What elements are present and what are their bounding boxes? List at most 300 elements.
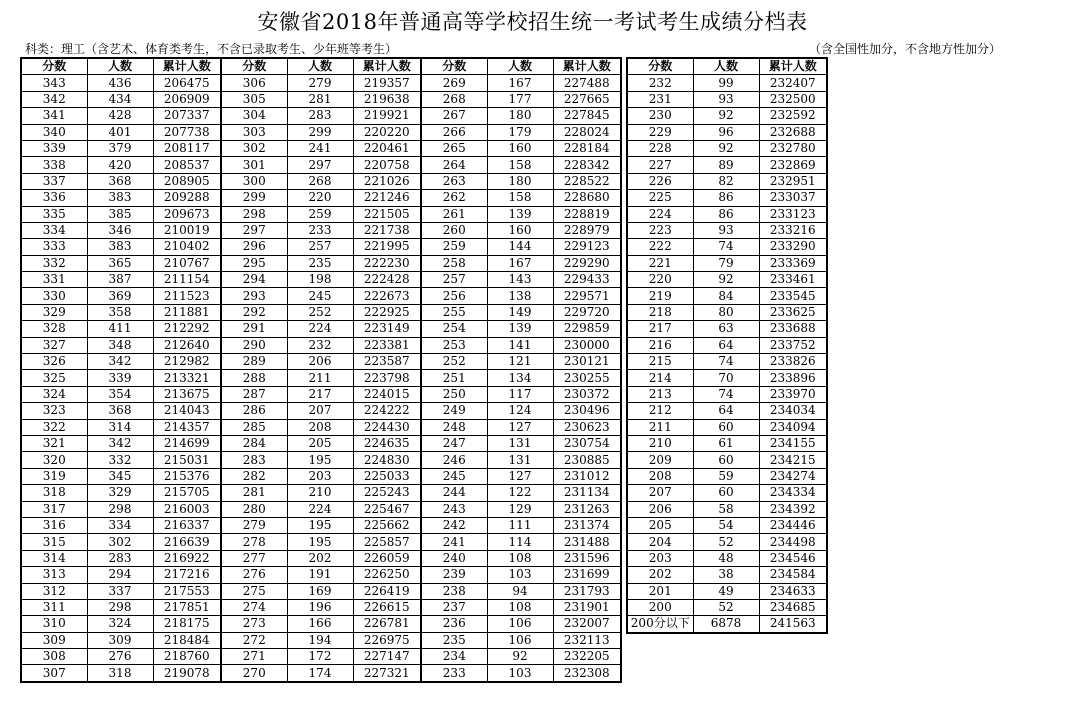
cumulative-cell: 218760 xyxy=(153,649,221,665)
count-cell: 420 xyxy=(87,157,153,173)
cumulative-cell: 232951 xyxy=(759,173,827,189)
count-cell: 92 xyxy=(693,140,759,156)
score-cell: 235 xyxy=(421,632,487,648)
table-row xyxy=(627,452,827,468)
header-cumulative: 累计人数 xyxy=(553,58,621,75)
cumulative-cell: 227147 xyxy=(353,649,421,665)
table-row xyxy=(21,599,621,615)
score-cell: 297 xyxy=(221,222,287,238)
count-cell: 245 xyxy=(287,288,353,304)
count-cell: 281 xyxy=(287,91,353,107)
count-cell: 196 xyxy=(287,599,353,615)
score-cell: 260 xyxy=(421,222,487,238)
cumulative-cell: 212982 xyxy=(153,354,221,370)
count-cell: 268 xyxy=(287,173,353,189)
score-cell: 334 xyxy=(21,222,87,238)
cumulative-cell: 233752 xyxy=(759,337,827,353)
count-cell: 348 xyxy=(87,337,153,353)
table-row xyxy=(21,239,621,255)
cumulative-cell: 234546 xyxy=(759,550,827,566)
page-title: 安徽省2018年普通高等学校招生统一考试考生成绩分档表 xyxy=(257,10,808,34)
cumulative-cell: 234094 xyxy=(759,419,827,435)
score-cell: 231 xyxy=(627,91,693,107)
score-cell: 268 xyxy=(421,91,487,107)
count-cell: 103 xyxy=(487,665,553,682)
score-cell: 341 xyxy=(21,108,87,124)
count-cell: 276 xyxy=(87,649,153,665)
count-cell: 74 xyxy=(693,354,759,370)
count-cell: 180 xyxy=(487,173,553,189)
table-row xyxy=(21,75,621,91)
cumulative-cell: 230372 xyxy=(553,386,621,402)
score-cell: 224 xyxy=(627,206,693,222)
score-cell: 287 xyxy=(221,386,287,402)
score-cell: 243 xyxy=(421,501,487,517)
table-row xyxy=(21,419,621,435)
count-cell: 318 xyxy=(87,665,153,682)
score-cell: 303 xyxy=(221,124,287,140)
table-row xyxy=(627,550,827,566)
table-row xyxy=(21,468,621,484)
cumulative-cell: 234155 xyxy=(759,435,827,451)
table-row xyxy=(627,337,827,353)
score-cell: 226 xyxy=(627,173,693,189)
score-cell: 205 xyxy=(627,517,693,533)
score-cell: 312 xyxy=(21,583,87,599)
score-cell: 256 xyxy=(421,288,487,304)
score-cell: 209 xyxy=(627,452,693,468)
score-cell: 342 xyxy=(21,91,87,107)
count-cell: 257 xyxy=(287,239,353,255)
count-cell: 177 xyxy=(487,91,553,107)
count-cell: 180 xyxy=(487,108,553,124)
score-cell: 301 xyxy=(221,157,287,173)
table-row xyxy=(21,206,621,222)
count-cell: 158 xyxy=(487,190,553,206)
cumulative-cell: 224830 xyxy=(353,452,421,468)
cumulative-cell: 214357 xyxy=(153,419,221,435)
count-cell: 92 xyxy=(487,649,553,665)
cumulative-cell: 220220 xyxy=(353,124,421,140)
count-cell: 354 xyxy=(87,386,153,402)
cumulative-cell: 229720 xyxy=(553,304,621,320)
score-cell: 230 xyxy=(627,108,693,124)
score-cell: 338 xyxy=(21,157,87,173)
count-cell: 379 xyxy=(87,140,153,156)
score-cell: 291 xyxy=(221,321,287,337)
count-cell: 252 xyxy=(287,304,353,320)
score-cell: 223 xyxy=(627,222,693,238)
count-cell: 131 xyxy=(487,452,553,468)
score-cell: 292 xyxy=(221,304,287,320)
count-cell: 294 xyxy=(87,567,153,583)
count-cell: 172 xyxy=(287,649,353,665)
count-cell: 82 xyxy=(693,173,759,189)
score-cell: 228 xyxy=(627,140,693,156)
cumulative-cell: 222925 xyxy=(353,304,421,320)
score-cell: 270 xyxy=(221,665,287,682)
count-cell: 103 xyxy=(487,567,553,583)
count-cell: 52 xyxy=(693,599,759,615)
count-cell: 329 xyxy=(87,485,153,501)
cumulative-cell: 234446 xyxy=(759,517,827,533)
table-row xyxy=(21,501,621,517)
score-cell: 315 xyxy=(21,534,87,550)
table-row xyxy=(627,255,827,271)
score-cell: 286 xyxy=(221,403,287,419)
table-row xyxy=(627,288,827,304)
cumulative-cell: 225467 xyxy=(353,501,421,517)
count-cell: 129 xyxy=(487,501,553,517)
count-cell: 59 xyxy=(693,468,759,484)
score-cell: 264 xyxy=(421,157,487,173)
score-cell: 241 xyxy=(421,534,487,550)
count-cell: 48 xyxy=(693,550,759,566)
score-cell: 335 xyxy=(21,206,87,222)
cumulative-cell: 233896 xyxy=(759,370,827,386)
cumulative-cell: 215705 xyxy=(153,485,221,501)
cumulative-cell: 228024 xyxy=(553,124,621,140)
count-cell: 86 xyxy=(693,206,759,222)
header-cumulative: 累计人数 xyxy=(353,58,421,75)
count-cell: 314 xyxy=(87,419,153,435)
count-cell: 160 xyxy=(487,222,553,238)
cumulative-cell: 230623 xyxy=(553,419,621,435)
score-cell: 208 xyxy=(627,468,693,484)
count-cell: 139 xyxy=(487,321,553,337)
count-cell: 114 xyxy=(487,534,553,550)
count-cell: 401 xyxy=(87,124,153,140)
table-row xyxy=(627,304,827,320)
count-cell: 220 xyxy=(287,190,353,206)
cumulative-cell: 207337 xyxy=(153,108,221,124)
cumulative-cell: 230496 xyxy=(553,403,621,419)
score-cell: 221 xyxy=(627,255,693,271)
cumulative-cell: 227845 xyxy=(553,108,621,124)
count-cell: 436 xyxy=(87,75,153,91)
cumulative-cell: 230885 xyxy=(553,452,621,468)
header-score: 分数 xyxy=(421,58,487,75)
score-cell: 255 xyxy=(421,304,487,320)
cumulative-cell: 220461 xyxy=(353,140,421,156)
cumulative-cell: 223149 xyxy=(353,321,421,337)
count-cell: 233 xyxy=(287,222,353,238)
table-row xyxy=(627,354,827,370)
score-cell: 212 xyxy=(627,403,693,419)
table-row xyxy=(21,485,621,501)
cumulative-cell: 220758 xyxy=(353,157,421,173)
cumulative-cell: 208537 xyxy=(153,157,221,173)
table-row xyxy=(21,583,621,599)
table-row xyxy=(627,108,827,124)
table-row xyxy=(21,567,621,583)
cumulative-cell: 226615 xyxy=(353,599,421,615)
cumulative-cell: 211523 xyxy=(153,288,221,304)
score-cell: 304 xyxy=(221,108,287,124)
count-cell: 134 xyxy=(487,370,553,386)
table-row xyxy=(21,190,621,206)
count-cell: 61 xyxy=(693,435,759,451)
count-cell: 64 xyxy=(693,337,759,353)
table-row xyxy=(21,157,621,173)
cumulative-cell: 224430 xyxy=(353,419,421,435)
score-cell: 306 xyxy=(221,75,287,91)
cumulative-cell: 241563 xyxy=(759,616,827,633)
cumulative-cell: 234498 xyxy=(759,534,827,550)
cumulative-cell: 234274 xyxy=(759,468,827,484)
cumulative-cell: 223798 xyxy=(353,370,421,386)
header-cumulative: 累计人数 xyxy=(153,58,221,75)
score-cell: 321 xyxy=(21,435,87,451)
score-cell: 337 xyxy=(21,173,87,189)
cumulative-cell: 215031 xyxy=(153,452,221,468)
cumulative-cell: 207738 xyxy=(153,124,221,140)
count-cell: 99 xyxy=(693,75,759,91)
score-cell: 202 xyxy=(627,567,693,583)
table-row xyxy=(21,452,621,468)
cumulative-cell: 208117 xyxy=(153,140,221,156)
cumulative-cell: 226975 xyxy=(353,632,421,648)
count-cell: 167 xyxy=(487,255,553,271)
score-cell: 213 xyxy=(627,386,693,402)
count-cell: 167 xyxy=(487,75,553,91)
score-cell: 322 xyxy=(21,419,87,435)
score-cell: 222 xyxy=(627,239,693,255)
score-cell: 328 xyxy=(21,321,87,337)
table-row xyxy=(627,386,827,402)
cumulative-cell: 231488 xyxy=(553,534,621,550)
count-cell: 174 xyxy=(287,665,353,682)
table-row xyxy=(21,386,621,402)
count-cell: 144 xyxy=(487,239,553,255)
header-cumulative: 累计人数 xyxy=(759,58,827,75)
table-row xyxy=(21,632,621,648)
table-row xyxy=(21,534,621,550)
score-cell: 323 xyxy=(21,403,87,419)
cumulative-cell: 227321 xyxy=(353,665,421,682)
score-cell: 324 xyxy=(21,386,87,402)
count-cell: 74 xyxy=(693,239,759,255)
score-cell: 307 xyxy=(21,665,87,682)
count-cell: 108 xyxy=(487,599,553,615)
cumulative-cell: 209288 xyxy=(153,190,221,206)
table-row xyxy=(627,534,827,550)
cumulative-cell: 232407 xyxy=(759,75,827,91)
count-cell: 54 xyxy=(693,517,759,533)
count-cell: 127 xyxy=(487,419,553,435)
cumulative-cell: 222230 xyxy=(353,255,421,271)
score-cell: 327 xyxy=(21,337,87,353)
score-cell: 280 xyxy=(221,501,287,517)
cumulative-cell: 212292 xyxy=(153,321,221,337)
count-cell: 195 xyxy=(287,534,353,550)
cumulative-cell: 208905 xyxy=(153,173,221,189)
cumulative-cell: 223587 xyxy=(353,354,421,370)
score-cell: 314 xyxy=(21,550,87,566)
count-cell: 94 xyxy=(487,583,553,599)
cumulative-cell: 206909 xyxy=(153,91,221,107)
score-cell: 339 xyxy=(21,140,87,156)
count-cell: 297 xyxy=(287,157,353,173)
count-cell: 124 xyxy=(487,403,553,419)
count-cell: 202 xyxy=(287,550,353,566)
score-cell: 251 xyxy=(421,370,487,386)
score-cell: 249 xyxy=(421,403,487,419)
cumulative-cell: 226781 xyxy=(353,616,421,632)
count-cell: 298 xyxy=(87,599,153,615)
table-row xyxy=(21,665,621,682)
table-row xyxy=(21,288,621,304)
count-cell: 122 xyxy=(487,485,553,501)
count-cell: 259 xyxy=(287,206,353,222)
count-cell: 108 xyxy=(487,550,553,566)
cumulative-cell: 233545 xyxy=(759,288,827,304)
count-cell: 64 xyxy=(693,403,759,419)
count-cell: 195 xyxy=(287,452,353,468)
table-row xyxy=(21,403,621,419)
header-score: 分数 xyxy=(627,58,693,75)
cumulative-cell: 233461 xyxy=(759,272,827,288)
cumulative-cell: 233216 xyxy=(759,222,827,238)
score-cell: 274 xyxy=(221,599,287,615)
count-cell: 342 xyxy=(87,435,153,451)
header-count: 人数 xyxy=(87,58,153,75)
table-row xyxy=(627,599,827,615)
score-cell: 214 xyxy=(627,370,693,386)
score-cell: 242 xyxy=(421,517,487,533)
cumulative-cell: 225857 xyxy=(353,534,421,550)
table-row xyxy=(21,222,621,238)
cumulative-cell: 213675 xyxy=(153,386,221,402)
cumulative-cell: 233688 xyxy=(759,321,827,337)
cumulative-cell: 233037 xyxy=(759,190,827,206)
score-cell: 318 xyxy=(21,485,87,501)
count-cell: 60 xyxy=(693,452,759,468)
cumulative-cell: 229859 xyxy=(553,321,621,337)
cumulative-cell: 216003 xyxy=(153,501,221,517)
cumulative-cell: 217216 xyxy=(153,567,221,583)
cumulative-cell: 231901 xyxy=(553,599,621,615)
cumulative-cell: 231012 xyxy=(553,468,621,484)
table-row xyxy=(21,140,621,156)
cumulative-cell: 217851 xyxy=(153,599,221,615)
score-cell: 273 xyxy=(221,616,287,632)
cumulative-cell: 216639 xyxy=(153,534,221,550)
score-cell: 283 xyxy=(221,452,287,468)
cumulative-cell: 233290 xyxy=(759,239,827,255)
header-count: 人数 xyxy=(693,58,759,75)
cumulative-cell: 214043 xyxy=(153,403,221,419)
cumulative-cell: 224015 xyxy=(353,386,421,402)
score-cell: 329 xyxy=(21,304,87,320)
cumulative-cell: 230754 xyxy=(553,435,621,451)
score-cell: 246 xyxy=(421,452,487,468)
count-cell: 60 xyxy=(693,485,759,501)
score-cell: 309 xyxy=(21,632,87,648)
cumulative-cell: 227488 xyxy=(553,75,621,91)
count-cell: 60 xyxy=(693,419,759,435)
count-cell: 160 xyxy=(487,140,553,156)
table-row xyxy=(21,649,621,665)
score-cell: 316 xyxy=(21,517,87,533)
count-cell: 141 xyxy=(487,337,553,353)
count-cell: 358 xyxy=(87,304,153,320)
bonus-points-note: （含全国性加分，不含地方性加分） xyxy=(808,42,1001,56)
score-cell: 293 xyxy=(221,288,287,304)
cumulative-cell: 219078 xyxy=(153,665,221,682)
score-cell: 265 xyxy=(421,140,487,156)
score-cell: 244 xyxy=(421,485,487,501)
cumulative-cell: 221505 xyxy=(353,206,421,222)
score-cell: 308 xyxy=(21,649,87,665)
table-row xyxy=(627,435,827,451)
score-cell: 281 xyxy=(221,485,287,501)
score-cell: 325 xyxy=(21,370,87,386)
table-row xyxy=(21,321,621,337)
table-row xyxy=(21,517,621,533)
count-cell: 206 xyxy=(287,354,353,370)
score-cell: 203 xyxy=(627,550,693,566)
count-cell: 339 xyxy=(87,370,153,386)
score-cell: 275 xyxy=(221,583,287,599)
score-cell: 263 xyxy=(421,173,487,189)
count-cell: 232 xyxy=(287,337,353,353)
score-cell: 333 xyxy=(21,239,87,255)
cumulative-cell: 219638 xyxy=(353,91,421,107)
score-cell: 247 xyxy=(421,435,487,451)
score-cell: 211 xyxy=(627,419,693,435)
count-cell: 6878 xyxy=(693,616,759,633)
count-cell: 235 xyxy=(287,255,353,271)
count-cell: 143 xyxy=(487,272,553,288)
header-score: 分数 xyxy=(21,58,87,75)
score-cell: 298 xyxy=(221,206,287,222)
count-cell: 70 xyxy=(693,370,759,386)
count-cell: 106 xyxy=(487,616,553,632)
cumulative-cell: 228522 xyxy=(553,173,621,189)
cumulative-cell: 230255 xyxy=(553,370,621,386)
count-cell: 383 xyxy=(87,239,153,255)
score-cell: 343 xyxy=(21,75,87,91)
cumulative-cell: 234584 xyxy=(759,567,827,583)
table-row xyxy=(21,108,621,124)
score-cell: 253 xyxy=(421,337,487,353)
cumulative-cell: 229290 xyxy=(553,255,621,271)
score-cell: 320 xyxy=(21,452,87,468)
score-cell: 326 xyxy=(21,354,87,370)
count-cell: 92 xyxy=(693,272,759,288)
table-row xyxy=(627,239,827,255)
table-row xyxy=(627,468,827,484)
table-row xyxy=(627,91,827,107)
score-cell: 248 xyxy=(421,419,487,435)
count-cell: 191 xyxy=(287,567,353,583)
header-count: 人数 xyxy=(287,58,353,75)
cumulative-cell: 210402 xyxy=(153,239,221,255)
cumulative-cell: 234392 xyxy=(759,501,827,517)
cumulative-cell: 232308 xyxy=(553,665,621,682)
count-cell: 205 xyxy=(287,435,353,451)
cumulative-cell: 229571 xyxy=(553,288,621,304)
cumulative-cell: 219357 xyxy=(353,75,421,91)
cumulative-cell: 230121 xyxy=(553,354,621,370)
score-table-block-1 xyxy=(20,57,622,683)
count-cell: 139 xyxy=(487,206,553,222)
table-row xyxy=(627,403,827,419)
count-cell: 169 xyxy=(287,583,353,599)
cumulative-cell: 231596 xyxy=(553,550,621,566)
cumulative-cell: 233369 xyxy=(759,255,827,271)
